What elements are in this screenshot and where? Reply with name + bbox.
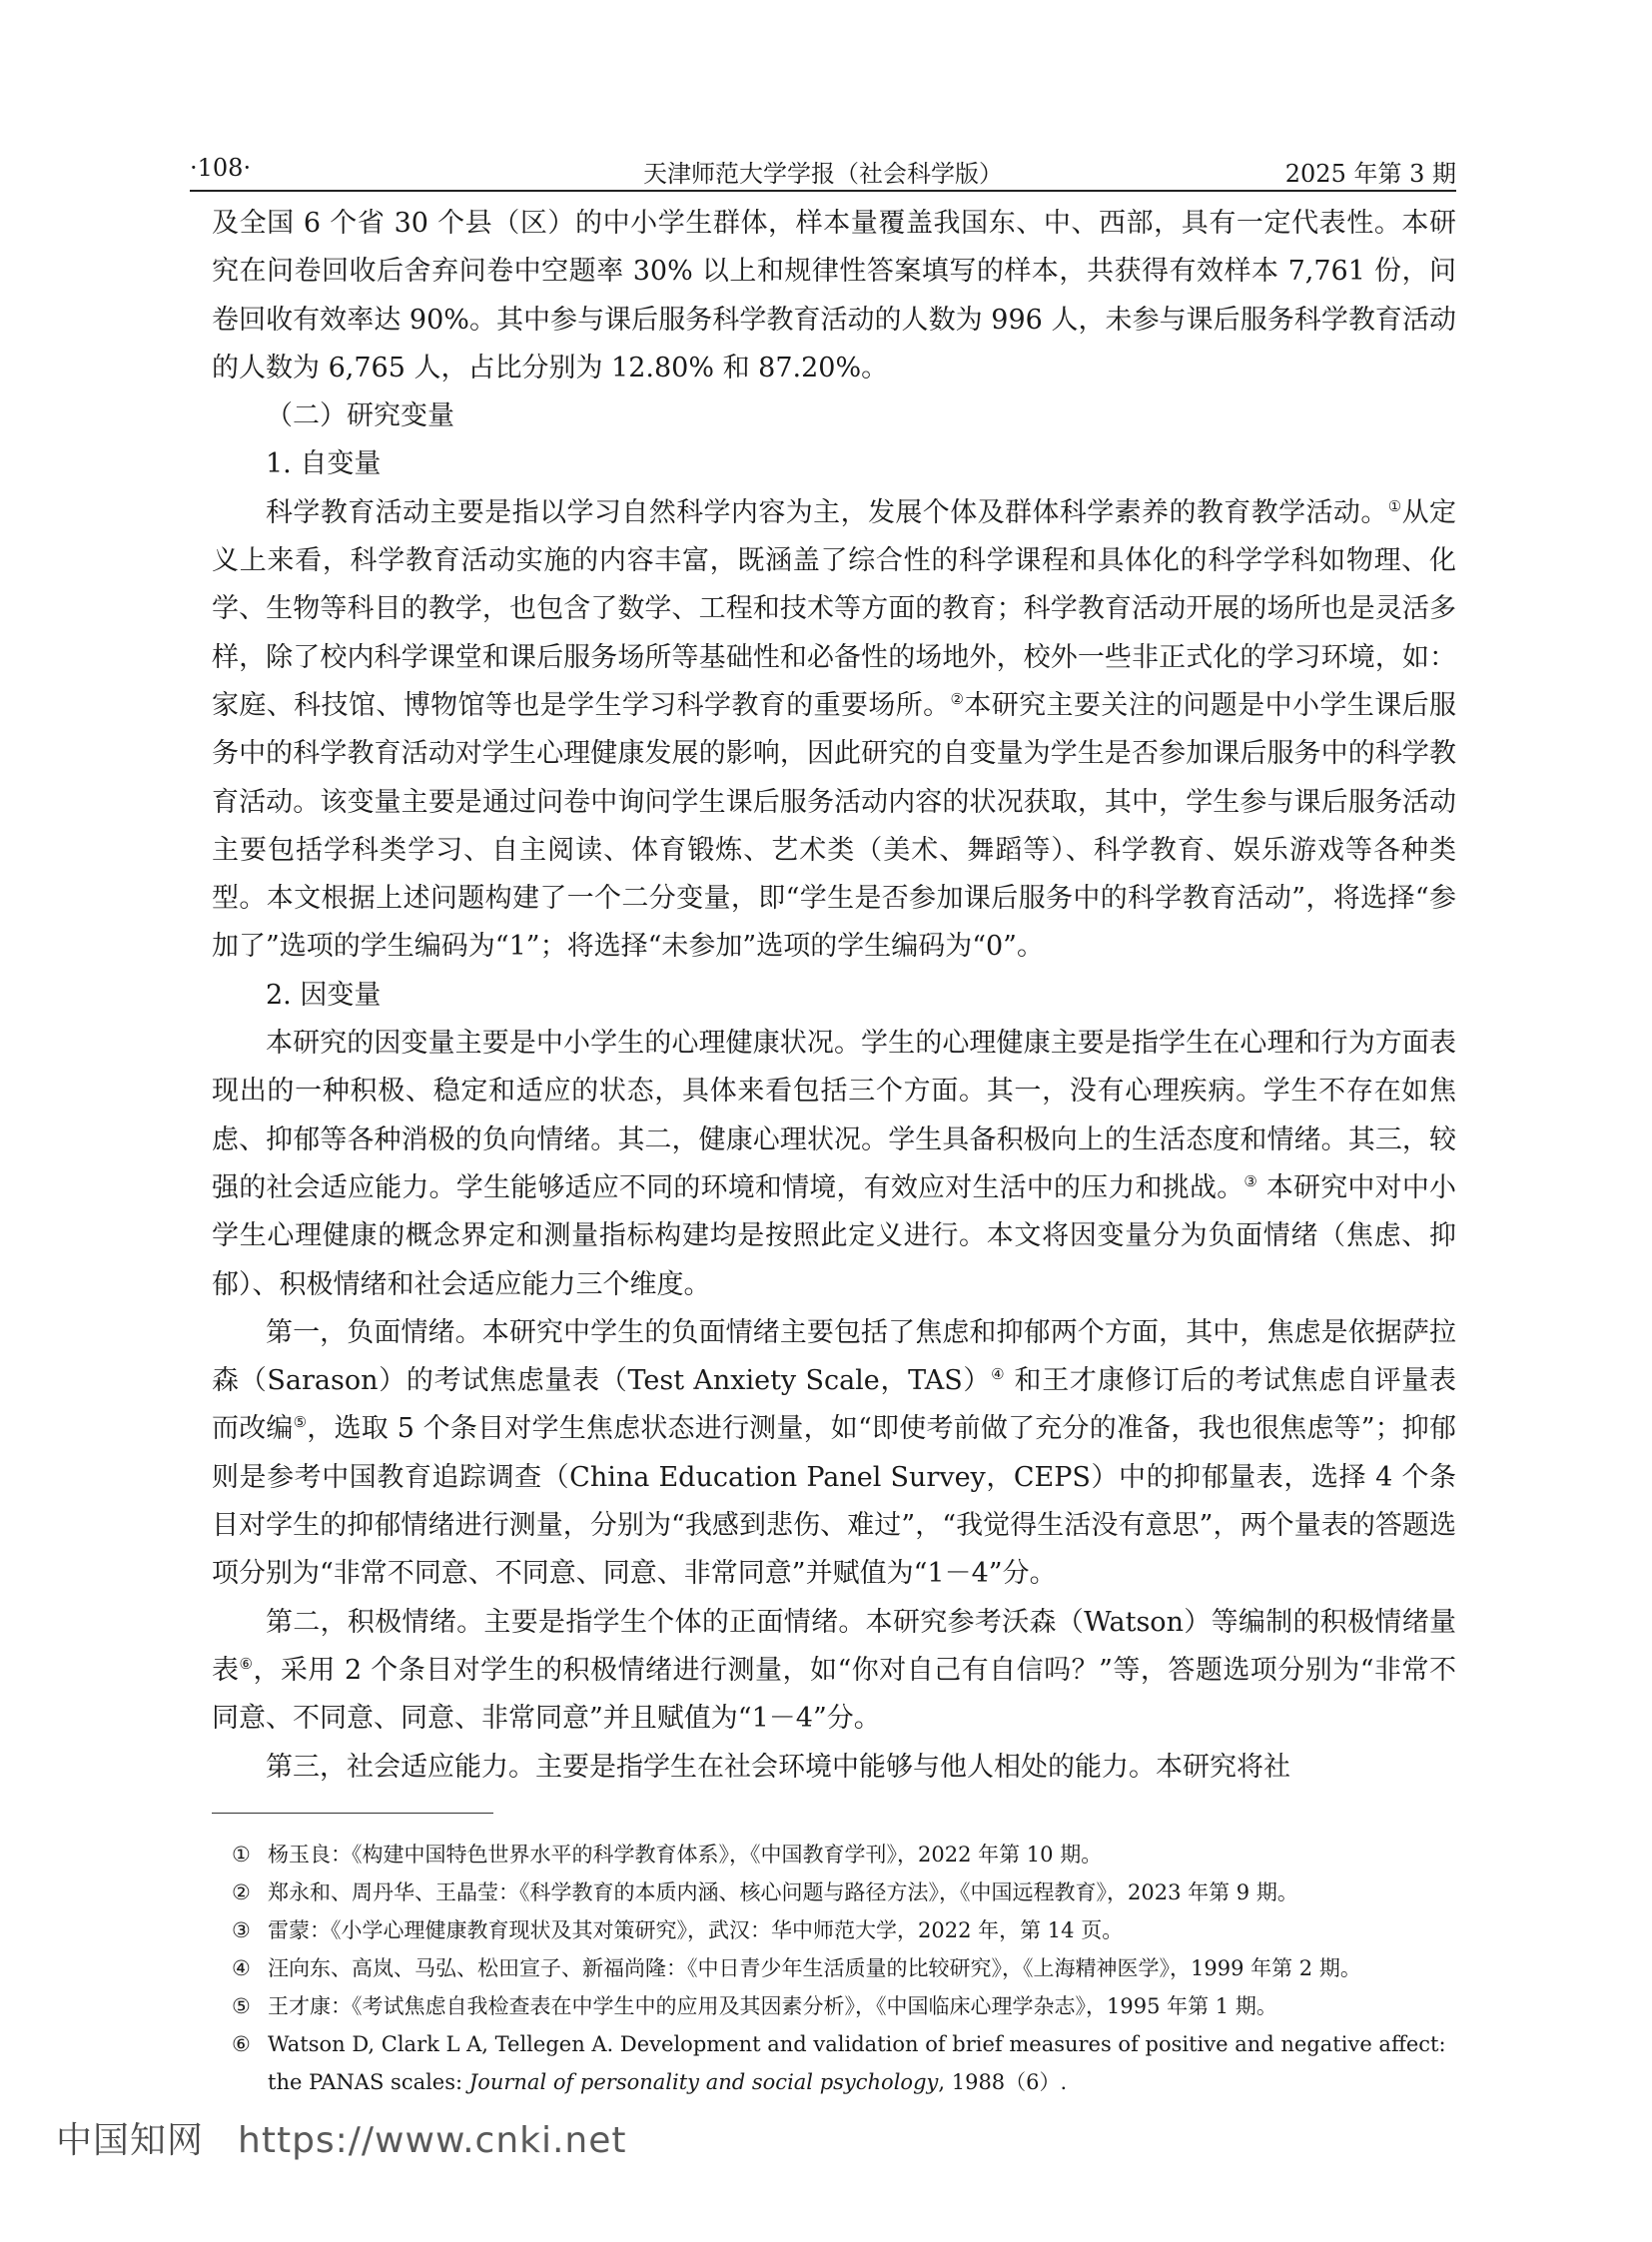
footnote-text: , 1988（6）. bbox=[938, 2070, 1068, 2094]
paragraph-dependent-variable bbox=[212, 1020, 1456, 1309]
cnki-watermark bbox=[56, 2112, 627, 2163]
text-run: 本研究中对中小学生心理健康的概念界定和测量指标构建均是按照此定义进行。本文将因变量分为负面情绪（焦虑、抑郁）、积极情绪和社会适应能力三个维度。 bbox=[212, 1171, 1457, 1300]
footnote-divider bbox=[212, 1813, 493, 1814]
footnote-ref[interactable]: ① bbox=[1387, 496, 1402, 515]
footnote-ref[interactable]: ③ bbox=[1243, 1171, 1258, 1190]
footnote-item bbox=[232, 1836, 1456, 1873]
journal-title: 天津师范大学学报（社会科学版） bbox=[643, 160, 1003, 188]
footnote-ref[interactable]: ⑤ bbox=[293, 1413, 308, 1432]
footnote-item bbox=[232, 2025, 1456, 2101]
footnote-ref[interactable]: ② bbox=[950, 689, 965, 708]
footnote-text: 王才康：《考试焦虑自我检查表在中学生中的应用及其因素分析》，《中国临床心理学杂志》，1995 年第 1 期。 bbox=[268, 1994, 1277, 2018]
footnote-item bbox=[232, 1987, 1456, 2025]
footnote-number: ① bbox=[232, 1843, 251, 1867]
footnote-text: 雷蒙：《小学心理健康教育现状及其对策研究》，武汉：华中师范大学，2022 年，第 14 页。 bbox=[268, 1918, 1124, 1942]
footnote-ref[interactable]: ④ bbox=[991, 1365, 1006, 1384]
text-run: 本研究主要关注的问题是中小学生课后服务中的科学教育活动对学生心理健康发展的影响，因此研究的自变量为学生是否参加课后服务中的科学教育活动。该变量主要是通过问卷中询问学生课后服务活动内容的状况获取，其中，学生参与课后服务活动主要包括学科类学习、自主阅读、体育锻炼、艺术类（美术、舞蹈等）、科学教育、娱乐游戏等各种类型。本文根据上述问题构建了一个二分变量，即“学生是否参加课后服务中的科学教育活动”，将选择“参加了”选项的学生编码为“1”；将选择“未参加”选项的学生编码为“0”。 bbox=[212, 689, 1457, 963]
running-header bbox=[190, 150, 1456, 192]
paragraph-sample: 及全国 6 个省 30 个县（区）的中小学生群体，样本量覆盖我国东、中、西部，具有一定代表性。本研究在问卷回收后舍弃问卷中空题率 30% 以上和规律性答案填写的样本，共获得有效样本 7,761 份，问卷回收有效率达 90%。其中参与课后服务科学教育活动的人数为 996 人，未参与课后服务科学教育活动的人数为 6,765 人，占比分别为 12.80% 和 87.20%。 bbox=[212, 208, 1456, 383]
article-body bbox=[212, 200, 1456, 1792]
footnote-text: 汪向东、高岚、马弘、松田宣子、新福尚隆：《中日青少年生活质量的比较研究》，《上海精神医学》，1999 年第 2 期。 bbox=[268, 1956, 1361, 1980]
footnote-number: ⑤ bbox=[232, 1994, 251, 2018]
paragraph-negative-emotion bbox=[212, 1309, 1456, 1599]
footnote-item bbox=[232, 1873, 1456, 1911]
footnote-ref[interactable]: ⑥ bbox=[239, 1654, 254, 1673]
text-run: ，选取 5 个条目对学生焦虑状态进行测量，如“即使考前做了充分的准备，我也很焦虑等”；抑郁则是参考中国教育追踪调查（China Education Panel Survey，CEPS）中的抑郁量表，选择 4 个条目对学生的抑郁情绪进行测量，分别为“我感到悲伤、难过”，“我觉得生活没有意思”，两个量表的答题选项分别为“非常不同意、不同意、同意、非常同意”并赋值为“1－4”分。 bbox=[212, 1413, 1457, 1590]
footnote-item bbox=[232, 1949, 1456, 1987]
footnote-number: ④ bbox=[232, 1956, 251, 1980]
paragraph-social-adaptation: 第三，社会适应能力。主要是指学生在社会环境中能够与他人相处的能力。本研究将社 bbox=[266, 1751, 1290, 1783]
paragraph-positive-emotion bbox=[212, 1599, 1456, 1744]
footnote-text: Watson D, Clark L A, Tellegen A. Development and validation of brief measures of positive and negative affect: the PANAS scales: bbox=[268, 2032, 1446, 2094]
footnote-number: ⑥ bbox=[232, 2032, 251, 2056]
text-run: ，采用 2 个条目对学生的积极情绪进行测量，如“你对自己有自信吗？”等，答题选项分别为“非常不同意、不同意、同意、非常同意”并且赋值为“1－4”分。 bbox=[212, 1654, 1457, 1735]
text-run: 本研究的因变量主要是中小学生的心理健康状况。学生的心理健康主要是指学生在心理和行为方面表现出的一种积极、稳定和适应的状态，具体来看包括三个方面。其一，没有心理疾病。学生不存在如焦虑、抑郁等各种消极的负向情绪。其二，健康心理状况。学生具备积极向上的生活态度和情绪。其三，较强的社会适应能力。学生能够适应不同的环境和情境，有效应对生活中的压力和挑战。 bbox=[212, 1028, 1456, 1203]
footnotes bbox=[232, 1836, 1456, 2101]
footnote-number: ② bbox=[232, 1880, 251, 1904]
footnote-number: ③ bbox=[232, 1918, 251, 1942]
footnote-journal: Journal of personality and social psychology bbox=[468, 2070, 939, 2094]
footnote-text: 杨玉良：《构建中国特色世界水平的科学教育体系》，《中国教育学刊》，2022 年第 10 期。 bbox=[268, 1843, 1103, 1867]
text-run: 从定义上来看，科学教育活动实施的内容丰富，既涵盖了综合性的科学课程和具体化的科学学科如物理、化学、生物等科目的教学，也包含了数学、工程和技术等方面的教育；科学教育活动开展的场所也是灵活多样，除了校内科学课堂和课后服务场所等基础性和必备性的场地外，校外一些非正式化的学习环境，如：家庭、科技馆、博物馆等也是学生学习科学教育的重要场所。 bbox=[212, 496, 1457, 721]
text-run: 第二，积极情绪。主要是指学生个体的正面情绪。本研究参考沃森（Watson）等编制的积极情绪量表 bbox=[212, 1606, 1456, 1686]
watermark-brand: 中国知网 bbox=[56, 2120, 205, 2161]
subsection-heading-iv: 1. 自变量 bbox=[266, 448, 382, 480]
paragraph-independent-variable bbox=[212, 489, 1456, 972]
subsection-heading-dv: 2. 因变量 bbox=[266, 979, 382, 1011]
text-run: 第一，负面情绪。本研究中学生的负面情绪主要包括了焦虑和抑郁两个方面，其中，焦虑是依据萨拉森（Sarason）的考试焦虑量表（Test Anxiety Scale，TAS） bbox=[212, 1316, 1456, 1397]
issue-label: 2025 年第 3 期 bbox=[1284, 160, 1456, 188]
page-number: ·108· bbox=[190, 154, 252, 182]
watermark-url[interactable]: https://www.cnki.net bbox=[238, 2120, 627, 2161]
footnote-item bbox=[232, 1911, 1456, 1949]
section-heading: （二）研究变量 bbox=[266, 400, 454, 432]
text-run: 和王才康修订后的考试焦虑自评量表而改编 bbox=[212, 1365, 1456, 1445]
text-run: 科学教育活动主要是指以学习自然科学内容为主，发展个体及群体科学素养的教育教学活动。 bbox=[266, 496, 1388, 528]
footnote-text: 郑永和、周丹华、王晶莹：《科学教育的本质内涵、核心问题与路径方法》，《中国远程教育》，2023 年第 9 期。 bbox=[268, 1880, 1298, 1904]
